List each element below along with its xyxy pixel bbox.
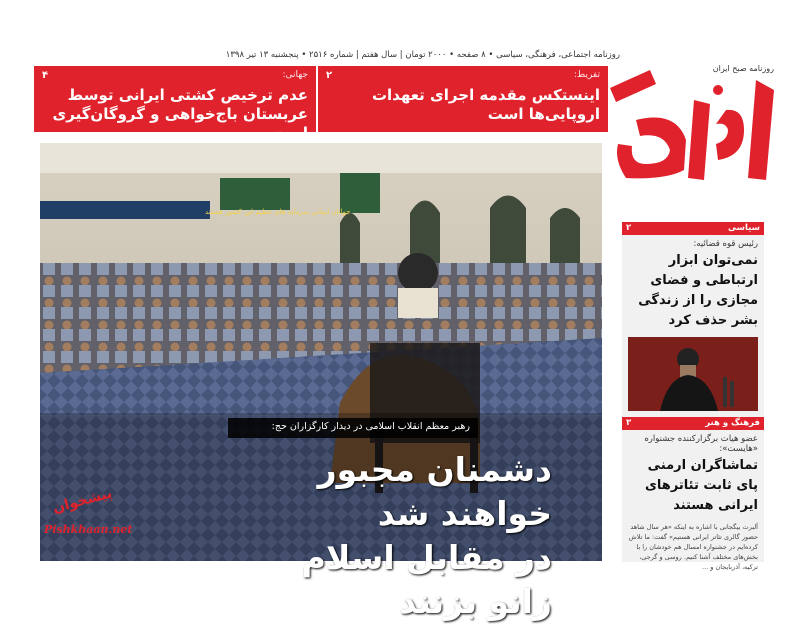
lead-caption: رهبر معظم انقلاب اسلامی در دیدار کارگزاران حج: [228,418,478,438]
sidebar-photo [628,337,758,411]
lead-headline-line1: دشمنان مجبور خواهند شد [317,450,552,533]
teaser-kicker: جهانی: [282,70,308,80]
teaser-title: عدم ترخیص کشتی ایرانی توسط عربستان باج‌خواهی و گروگان‌گیری است [52,86,308,142]
sidebar-headline[interactable]: تماشاگران ارمنی پای ثابت تئاترهای ایرانی هستند [645,458,758,513]
section-bar-culture [622,417,764,430]
hall-banner-text: جوانان ایمانی سرمایه های عظیم این کشور هستند [205,208,351,216]
section-label: سیاسی [728,223,760,233]
right-column [622,222,764,571]
sidebar-body-text: آلبرت بیگجانی با اشاره به اینکه «هر سال شاهد حضور گالری تئاتر ایرانی هستیم» گفت: ما تلاش کرده‌ایم در جشنواره امسال هم خودشان را با بخش‌های مختلف آشنا کنیم. روسی و گرجی، ترکیه، آذربایجان و ... [628,523,758,571]
teaser-page-number: ۲ [326,70,333,81]
masthead [606,20,786,190]
section-page-number: ۳ [626,418,632,428]
sidebar-photo-illustration [628,337,758,411]
section-label: فرهنگ و هنر [705,418,760,428]
teaser-kicker: تفریط: [573,70,600,80]
watermark-persian: پیشخوان [50,485,114,517]
teaser-page-number: ۴ [42,70,49,81]
section-page-number: ۲ [626,223,632,233]
issue-info-line: روزنامه اجتماعی، فرهنگی، سیاسی • ۸ صفحه • ۲۰۰۰ تومان | سال هفتم | شماره ۲۵۱۶ • پنجشنبه ۱۳ تیر ۱۳۹۸ [225,50,620,60]
masthead-tagline: روزنامه صبح ایران [712,64,774,73]
teaser-title: اینستکس مقدمه اجرای تعهدات اروپایی‌ها است [371,86,600,123]
newspaper-logo [606,60,786,200]
teaser-world[interactable] [34,66,316,142]
lead-headline-line2: در مقابل اسلام زانو بزنند [301,538,552,621]
lead-headline[interactable] [232,448,552,624]
watermark-url: Pishkhaan.net [44,523,133,536]
section-bar-politics [622,222,764,235]
sidebar-headline[interactable]: نمی‌توان ابزار ارتباطی و فضای مجازی را از زندگی بشر حذف کرد [638,253,758,328]
teaser-politics[interactable] [318,66,608,132]
sidebar-kicker: عضو هیات برگزارکننده جشنواره «هایست»: [644,434,758,454]
sidebar-kicker: رئیس قوه قضائیه: [693,239,758,249]
